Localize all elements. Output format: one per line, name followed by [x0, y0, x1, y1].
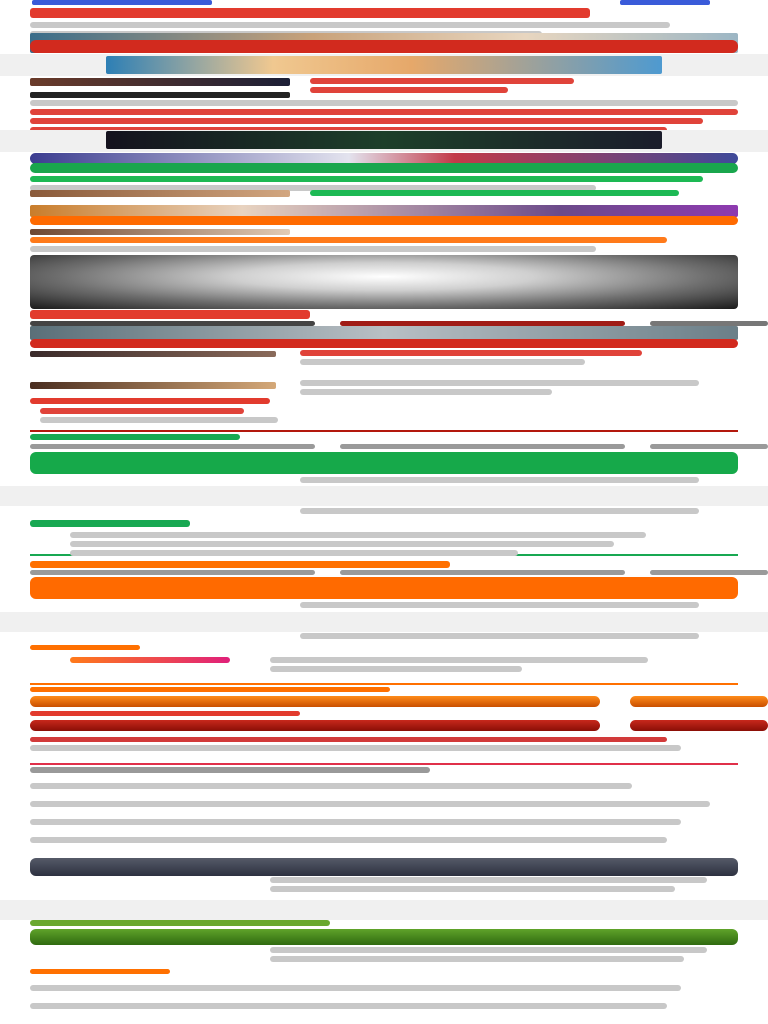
- orange-story-bar[interactable]: [30, 216, 738, 225]
- headline-title: [30, 8, 590, 18]
- list-title-1[interactable]: [30, 687, 390, 692]
- story-text[interactable]: [300, 380, 720, 395]
- sports-title[interactable]: [30, 310, 310, 319]
- story-thumb[interactable]: [30, 382, 276, 389]
- agenda-title[interactable]: [30, 520, 190, 527]
- tech-title[interactable]: [30, 767, 430, 773]
- promo-image: [70, 657, 230, 663]
- tech-list[interactable]: [30, 783, 738, 843]
- dark-caption: [270, 877, 730, 892]
- orange-section-title[interactable]: [30, 561, 450, 568]
- green-section-title[interactable]: [30, 434, 240, 440]
- story-thumb[interactable]: [30, 78, 290, 86]
- story-summary: [30, 176, 738, 191]
- orange-caption-2: [300, 633, 720, 639]
- red-strip[interactable]: [30, 737, 738, 765]
- green-caption: [300, 477, 720, 483]
- dark-bar[interactable]: [30, 858, 738, 876]
- story-text[interactable]: [300, 350, 680, 365]
- logo[interactable]: [32, 0, 212, 5]
- list-title-2[interactable]: [30, 711, 300, 716]
- story-thumb[interactable]: [30, 190, 290, 197]
- scores-card: [30, 398, 738, 432]
- green-story-bar[interactable]: [30, 163, 738, 173]
- site-header: [0, 0, 768, 8]
- featured-bar[interactable]: [30, 40, 738, 53]
- animal-title[interactable]: [30, 920, 330, 926]
- dark-banner-image[interactable]: [106, 131, 662, 149]
- footer-title[interactable]: [30, 969, 170, 974]
- story-text[interactable]: [310, 190, 720, 196]
- orange-button-1[interactable]: [30, 696, 600, 707]
- story-thumb[interactable]: [30, 229, 290, 235]
- story-text[interactable]: [30, 237, 738, 252]
- banner-image[interactable]: [106, 56, 662, 74]
- sports-bar[interactable]: [30, 339, 738, 348]
- story-list[interactable]: [30, 100, 738, 133]
- story-text[interactable]: [310, 78, 640, 93]
- tab-1[interactable]: [30, 444, 315, 449]
- section-band: [0, 900, 768, 920]
- story-thumb[interactable]: [30, 92, 290, 98]
- olive-caption: [270, 947, 730, 962]
- agenda-table: [30, 530, 738, 556]
- tab-3[interactable]: [650, 444, 768, 449]
- olive-bar[interactable]: [30, 929, 738, 945]
- promo-card[interactable]: [30, 645, 738, 685]
- tab-3[interactable]: [650, 570, 768, 575]
- gradient-hero[interactable]: [30, 255, 738, 309]
- red-button-2[interactable]: [630, 720, 768, 731]
- tab-2[interactable]: [340, 570, 625, 575]
- orange-button-2[interactable]: [630, 696, 768, 707]
- red-button-1[interactable]: [30, 720, 600, 731]
- orange-caption: [300, 602, 720, 608]
- story-thumb[interactable]: [30, 351, 276, 357]
- section-band: [0, 612, 768, 632]
- big-orange-bar[interactable]: [30, 577, 738, 599]
- tab-2[interactable]: [340, 444, 625, 449]
- nav-link[interactable]: [620, 0, 710, 5]
- sports-image[interactable]: [30, 326, 738, 340]
- tab-1[interactable]: [30, 570, 315, 575]
- section-band: [0, 486, 768, 506]
- green-caption-2: [300, 508, 720, 514]
- footer-list[interactable]: [30, 985, 738, 1009]
- big-green-bar[interactable]: [30, 452, 738, 474]
